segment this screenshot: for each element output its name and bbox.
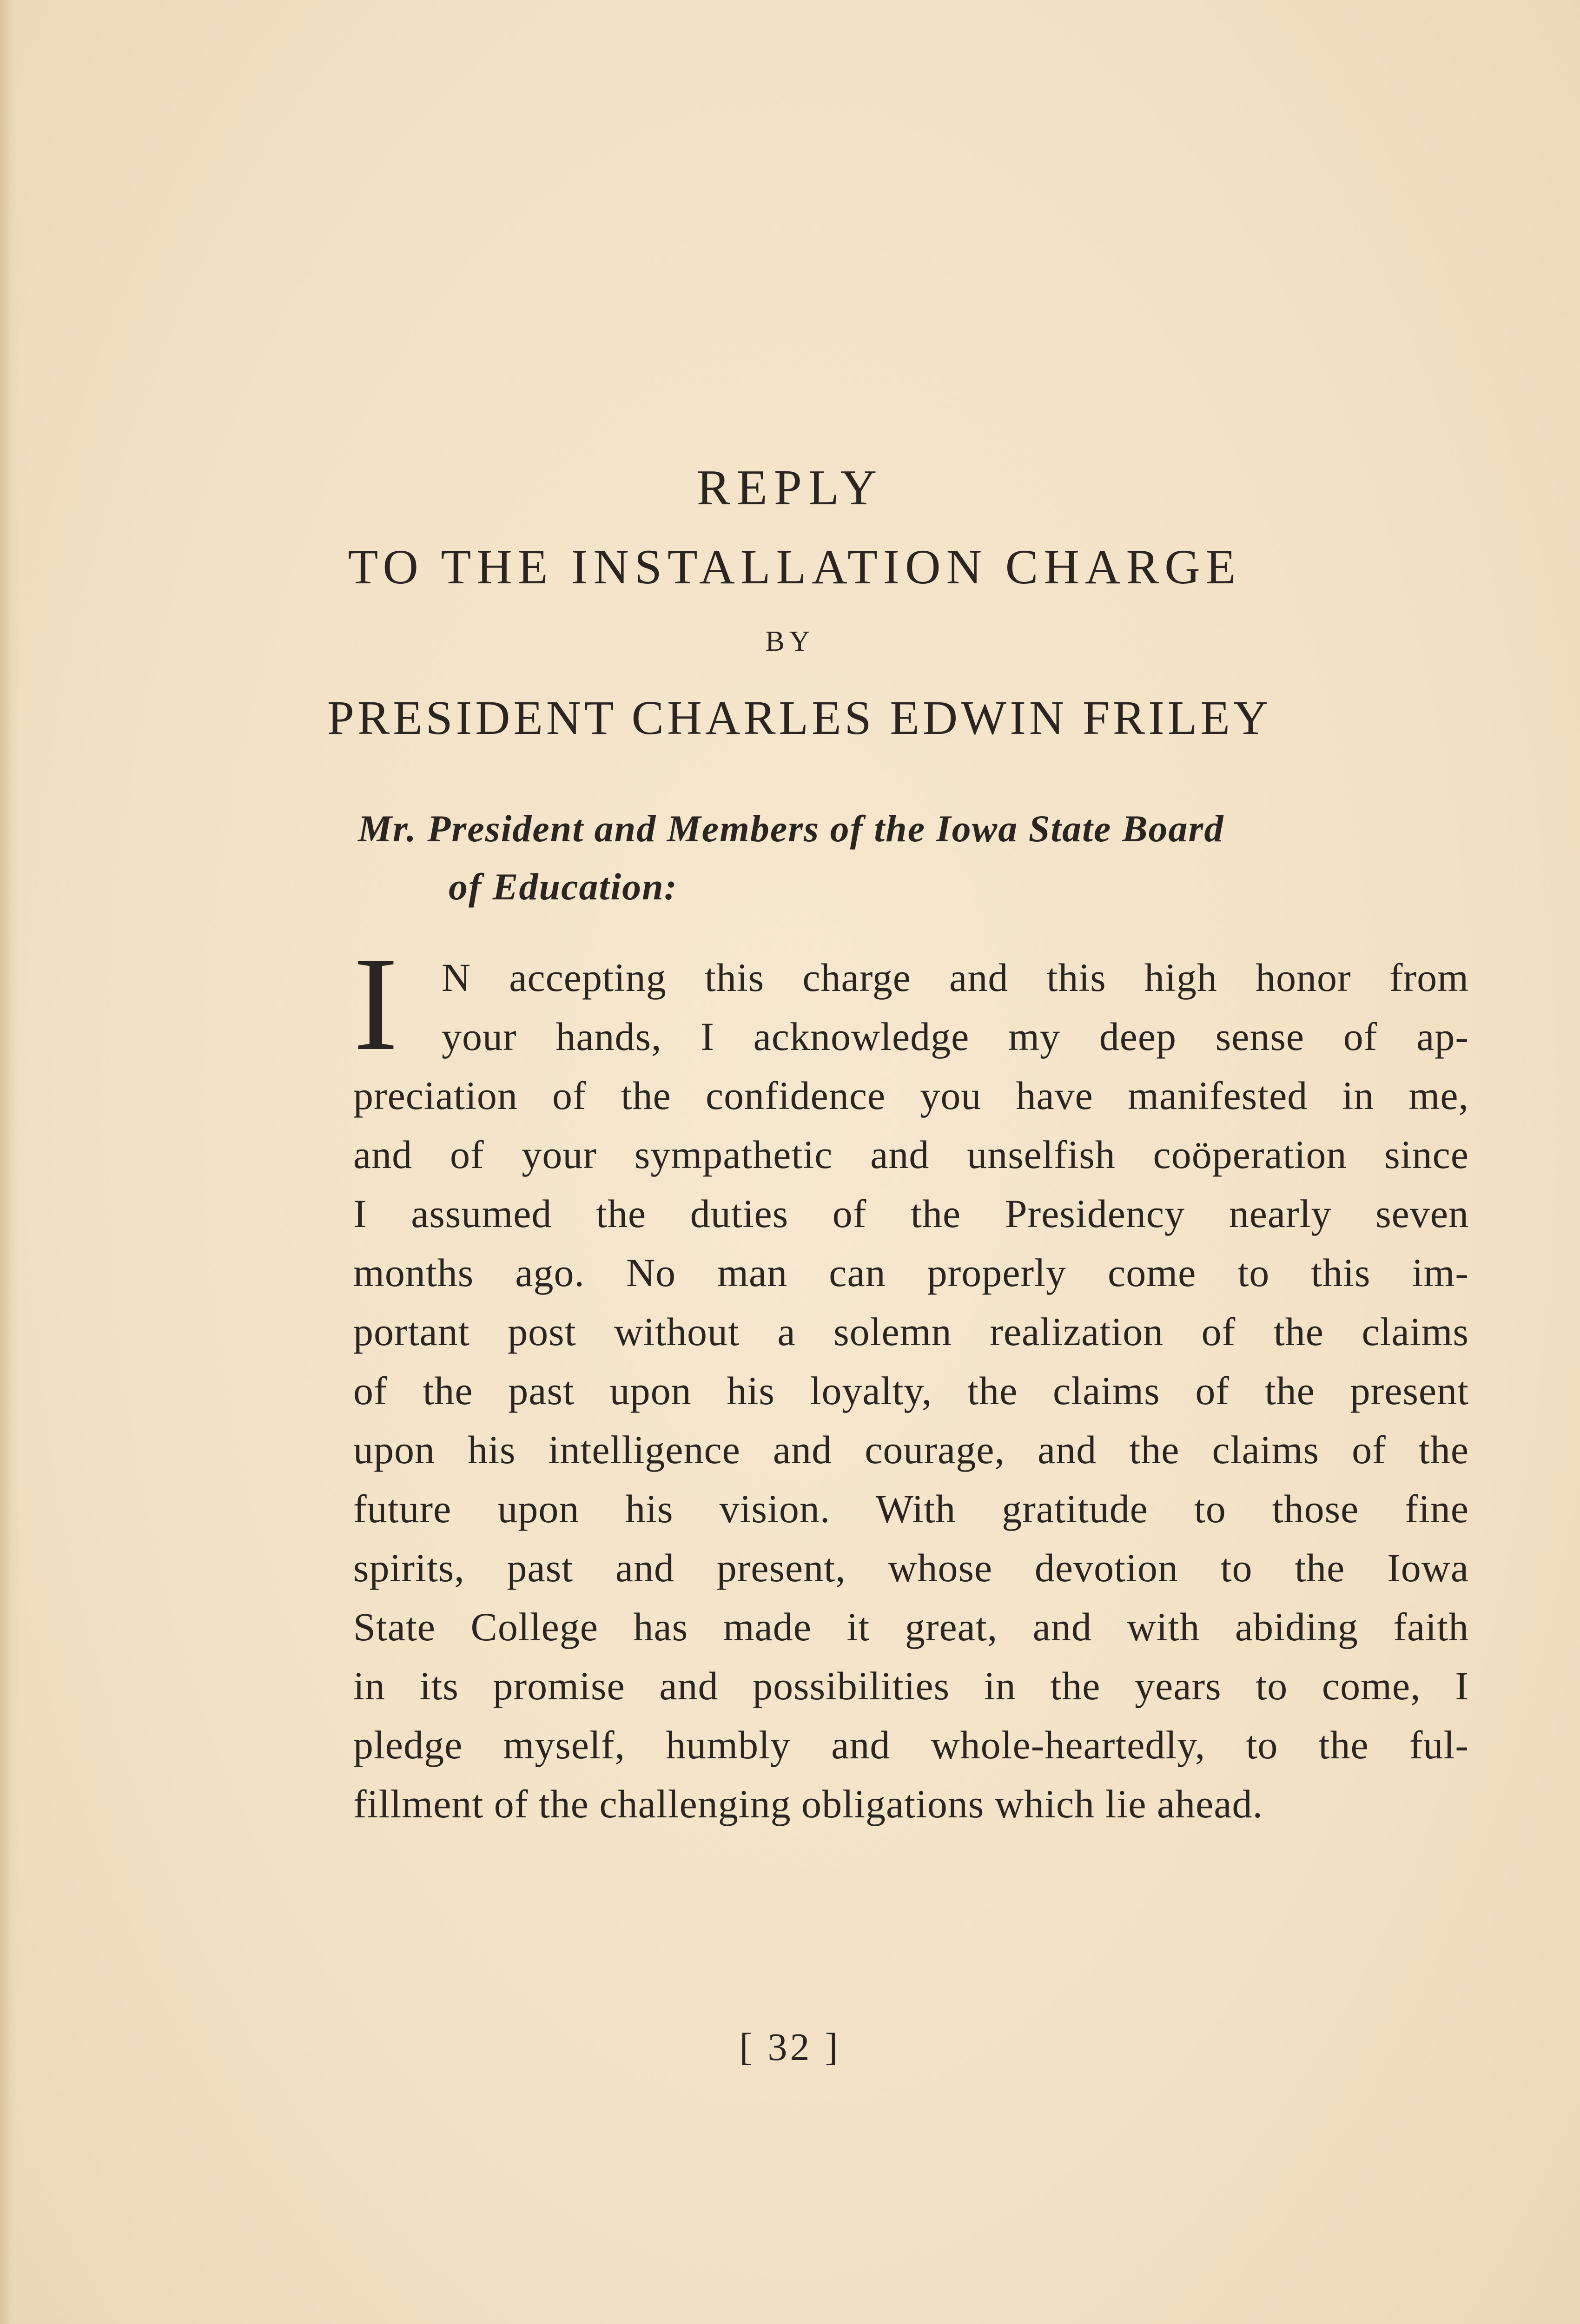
body-line: I assumed the duties of the Presidency nearly seven bbox=[353, 1191, 1469, 1236]
body-paragraph bbox=[353, 948, 1469, 1834]
body-line: of the past upon his loyalty, the claims of the present bbox=[353, 1368, 1469, 1413]
drop-cap: I bbox=[353, 929, 398, 1078]
body-line: future upon his vision. With gratitude to those fine bbox=[353, 1486, 1469, 1531]
body-line: portant post without a solemn realization of the claims bbox=[353, 1309, 1469, 1354]
body-line: pledge myself, humbly and whole-heartedly, to the ful- bbox=[353, 1723, 1469, 1767]
title-reply: REPLY bbox=[696, 460, 884, 515]
body-line: State College has made it great, and with abiding faith bbox=[353, 1604, 1469, 1649]
body-line: fillment of the challenging obligations which lie ahead. bbox=[353, 1782, 1263, 1826]
title-author: PRESIDENT CHARLES EDWIN FRILEY bbox=[327, 691, 1271, 745]
title-by: BY bbox=[765, 626, 815, 657]
page-binding-edge bbox=[0, 0, 19, 2324]
page-number: [ 32 ] bbox=[739, 2026, 841, 2069]
body-line: months ago. No man can properly come to this im- bbox=[353, 1250, 1469, 1295]
body-line: N accepting this charge and this high honor from bbox=[442, 955, 1469, 1000]
salutation-line-1: Mr. President and Members of the Iowa State Board bbox=[358, 807, 1224, 850]
title-installation-charge: TO THE INSTALLATION CHARGE bbox=[348, 540, 1242, 594]
body-line: spirits, past and present, whose devotion to the Iowa bbox=[353, 1545, 1469, 1590]
body-line: your hands, I acknowledge my deep sense of ap- bbox=[442, 1014, 1469, 1059]
salutation bbox=[358, 799, 1474, 916]
body-line: upon his intelligence and courage, and the claims of the bbox=[353, 1427, 1469, 1472]
body-line: preciation of the confidence you have manifested in me, bbox=[353, 1073, 1469, 1118]
body-line: and of your sympathetic and unselfish coöperation since bbox=[353, 1132, 1469, 1177]
body-line: in its promise and possibilities in the years to come, I bbox=[353, 1664, 1469, 1708]
salutation-line-2: of Education: bbox=[449, 865, 678, 908]
